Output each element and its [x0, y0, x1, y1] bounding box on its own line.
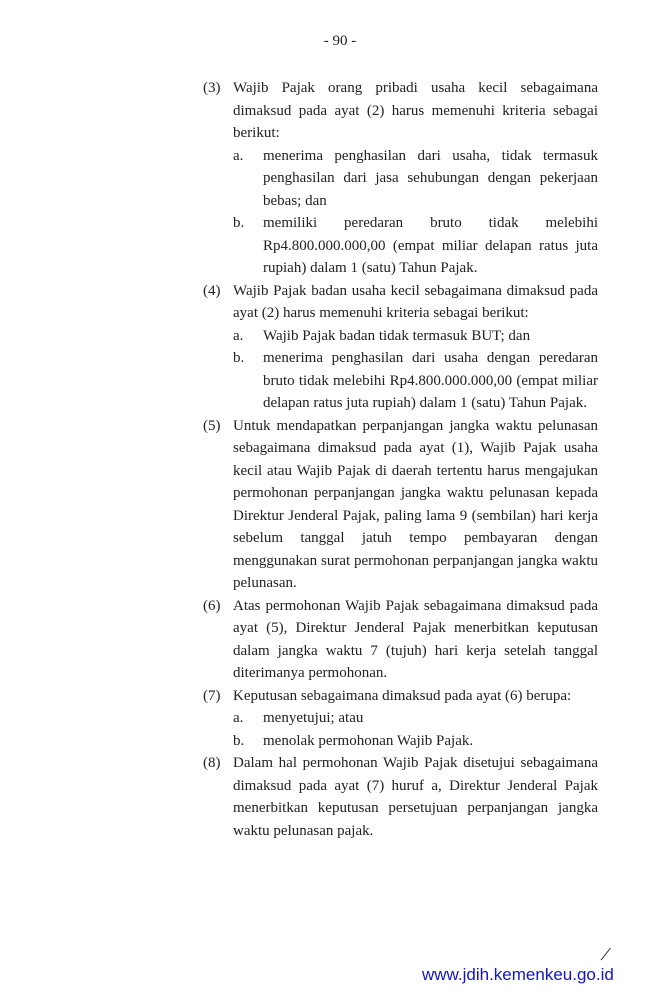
- list-text: menerima penghasilan dari usaha, tidak termasuk penghasilan dari jasa sehubungan dengan pekerjaan bebas; dan: [263, 147, 598, 209]
- list-item: [233, 707, 598, 730]
- list-text: Wajib Pajak badan tidak termasuk BUT; dan: [263, 327, 531, 344]
- paragraph-number: (6): [203, 597, 221, 614]
- paragraph-4: [203, 280, 598, 415]
- list-letter: b.: [233, 350, 245, 366]
- paragraph-text: Wajib Pajak orang pribadi usaha kecil sebagaimana dimaksud pada ayat (2) harus memenuhi kriteria sebagai berikut:: [233, 80, 598, 141]
- list-item: [233, 730, 598, 753]
- paragraph-text: Untuk mendapatkan perpanjangan jangka waktu pelunasan sebagaimana dimaksud pada ayat (1), Wajib Pajak usaha kecil atau Wajib Pajak di daerah tertentu harus mengajukan permohonan perpanjangan jangka waktu pelunasan kepada Direktur Jenderal Pajak, paling lama 9 (sembilan) hari kerja sebelum tanggal jatuh tempo pembayaran dengan menggunakan surat permohonan perpanjangan jangka waktu pelunasan.: [233, 417, 598, 591]
- list-letter: a.: [233, 710, 244, 726]
- list-item: [233, 212, 598, 280]
- initial-mark: /: [600, 944, 611, 964]
- list-text: menolak permohonan Wajib Pajak.: [263, 732, 474, 749]
- list-letter: b.: [233, 732, 245, 749]
- paragraph-number: (3): [203, 80, 221, 96]
- page-number: - 90 -: [323, 33, 357, 49]
- paragraph-6: [203, 595, 598, 685]
- paragraph-text: Wajib Pajak badan usaha kecil sebagaimana dimaksud pada ayat (2) harus memenuhi kriteria sebagai berikut:: [233, 282, 598, 321]
- paragraph-number: (7): [203, 687, 221, 704]
- list-item: [233, 145, 598, 213]
- paragraph-number: (4): [203, 282, 221, 299]
- list-text: memiliki peredaran bruto tidak melebihi Rp4.800.000.000,00 (empat miliar delapan ratus juta rupiah) dalam 1 (satu) Tahun Pajak.: [263, 215, 598, 276]
- paragraph-7: [203, 685, 598, 753]
- list-letter: a.: [233, 327, 244, 344]
- list-text: menyetujui; atau: [263, 710, 364, 726]
- footer-url[interactable]: www.jdih.kemenkeu.go.id: [422, 965, 614, 984]
- paragraph-5: [203, 415, 598, 595]
- list-letter: b.: [233, 215, 245, 231]
- paragraph-text: Dalam hal permohonan Wajib Pajak disetujui sebagaimana dimaksud pada ayat (7) huruf a, Direktur Jenderal Pajak menerbitkan keputusan persetujuan perpanjangan jangka waktu pelunasan pajak.: [233, 755, 598, 839]
- paragraph-3: [203, 77, 598, 280]
- list-item: [233, 347, 598, 415]
- paragraph-text: Keputusan sebagaimana dimaksud pada ayat (6) berupa:: [233, 687, 572, 704]
- paragraph-number: (5): [203, 417, 221, 434]
- document-body: [203, 77, 598, 842]
- paragraph-text: Atas permohonan Wajib Pajak sebagaimana dimaksud pada ayat (5), Direktur Jenderal Pajak menerbitkan keputusan dalam jangka waktu 7 (tujuh) hari kerja setelah tanggal diterimanya permohonan.: [233, 597, 598, 681]
- list-item: [233, 325, 598, 348]
- list-text: menerima penghasilan dari usaha dengan peredaran bruto tidak melebihi Rp4.800.000.000,00 (empat miliar delapan ratus juta rupiah) dalam 1 (satu) Tahun Pajak.: [263, 350, 598, 411]
- list-letter: a.: [233, 147, 244, 164]
- paragraph-number: (8): [203, 755, 221, 771]
- paragraph-8: [203, 752, 598, 842]
